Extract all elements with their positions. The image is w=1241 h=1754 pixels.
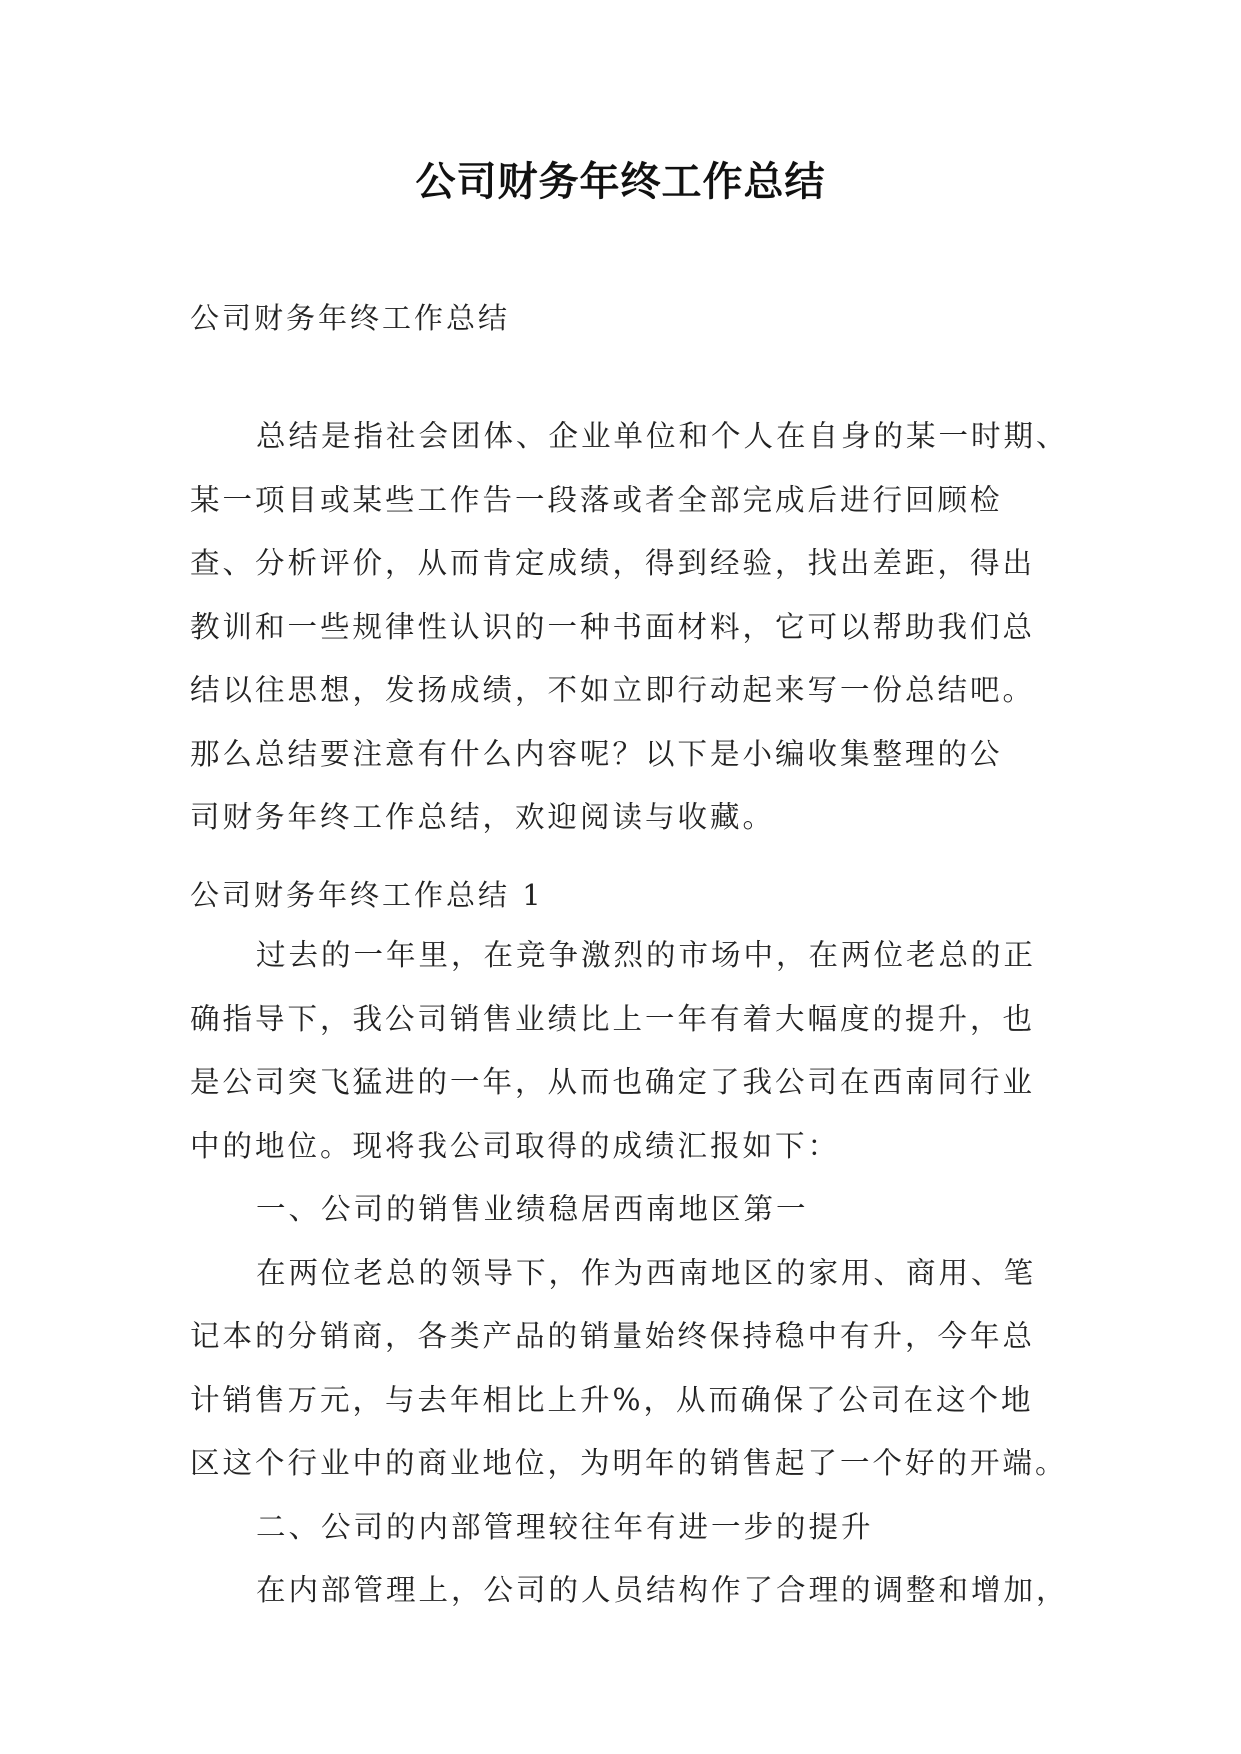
intro-paragraph [190, 405, 1069, 850]
section-line: 在内部管理上，公司的人员结构作了合理的调整和增加， [256, 1573, 1069, 1607]
intro-line: 查、分析评价，从而肯定成绩，得到经验，找出差距，得出 [190, 546, 1036, 580]
section-line: 区这个行业中的商业地位，为明年的销售起了一个好的开端。 [190, 1446, 1068, 1480]
intro-line: 司财务年终工作总结，欢迎阅读与收藏。 [190, 800, 776, 834]
section-line: 在两位老总的领导下，作为西南地区的家用、商用、笔 [256, 1255, 1037, 1290]
section-line: 是公司突飞猛进的一年，从而也确定了我公司在西南同行业 [190, 1065, 1036, 1099]
subheading-one: 一、公司的销售业绩稳居西南地区第一 [256, 1192, 809, 1226]
section-line: 计销售万元，与去年相比上升%，从而确保了公司在这个地 [190, 1382, 1034, 1417]
intro-line: 总结是指社会团体、企业单位和个人在自身的某一时期、 [256, 419, 1069, 453]
subheading-two: 二、公司的内部管理较往年有进一步的提升 [256, 1509, 874, 1544]
section-line: 记本的分销商，各类产品的销量始终保持稳中有升，今年总 [190, 1319, 1036, 1353]
section-line: 中的地位。现将我公司取得的成绩汇报如下： [190, 1128, 841, 1163]
intro-line: 结以往思想，发扬成绩，不如立即行动起来写一份总结吧。 [190, 673, 1036, 707]
section-line: 确指导下，我公司销售业绩比上一年有着大幅度的提升，也 [190, 1001, 1036, 1036]
section-line: 过去的一年里，在竞争激烈的市场中，在两位老总的正 [256, 938, 1037, 972]
intro-line: 某一项目或某些工作告一段落或者全部完成后进行回顾检 [190, 482, 1003, 517]
intro-line: 教训和一些规律性认识的一种书面材料，它可以帮助我们总 [190, 609, 1036, 644]
document-subtitle: 公司财务年终工作总结 [190, 301, 511, 335]
intro-line: 那么总结要注意有什么内容呢？以下是小编收集整理的公 [190, 736, 1003, 771]
section-heading: 公司财务年终工作总结 1 [190, 878, 544, 912]
section-body [190, 924, 1069, 1623]
document-title: 公司财务年终工作总结 [415, 158, 826, 205]
